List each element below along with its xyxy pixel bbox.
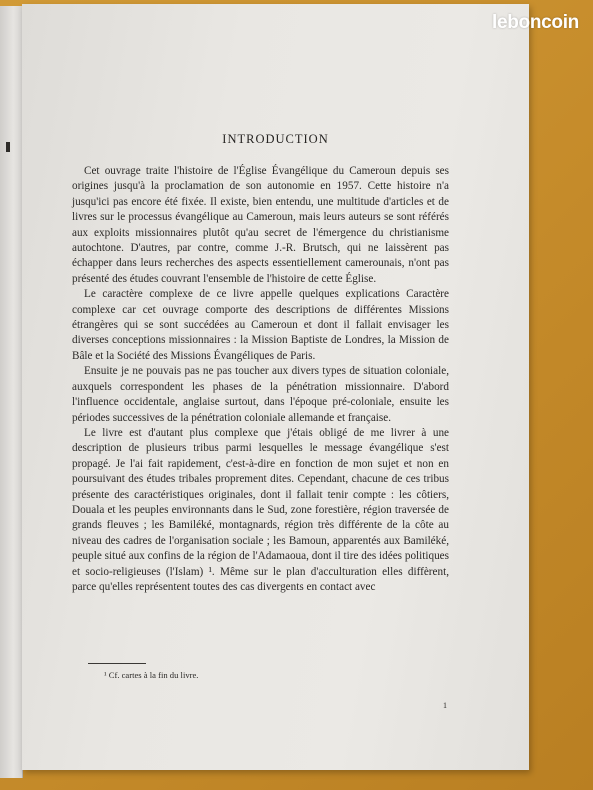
page-title: INTRODUCTION bbox=[222, 132, 329, 146]
watermark-logo: leboncoin bbox=[491, 12, 579, 33]
book-page bbox=[22, 4, 529, 770]
paragraph-2: Le caractère complexe de ce livre appelle quelques explications Caractère complexe car cet ouvrage comporte des descriptions de différentes Missions étrangères qui se sont succédées au Cameroun et dont il fallait envisager les diverses conceptions missionnaires : la Mission Baptiste de Londres, la Mission de Bâle et la Société des Missions Évangéliques de Paris. bbox=[72, 288, 449, 362]
footnote: ¹ Cf. cartes à la fin du livre. bbox=[104, 670, 199, 680]
paragraph-4: Le livre est d'autant plus complexe que j'étais obligé de me livrer à une description de plusieurs tribus parmi lesquelles le message évangélique s'est propagé. Je l'ai fait rapidement, c'est-à-dire en fonction de mon sujet et non en poursuivant des études tribales proprement dites. Cependant, chacune de ces tribus présente des caractéristiques originales, dont il fallait tenir compte : les côtiers, Douala et les peuples environnants dans le Sud, zone forestière, région traversée de grands fleuves ; les Bamiléké, montagnards, région très différente de la côte au niveau des cadres de l'organisation sociale ; les Bamoun, apparentés aux Bamiléké, peuple situé aux confins de la région de l'Adamaoua, dont il tire des idées politiques et socio-religieuses (l'Islam) ¹. Même sur le plan d'acculturation elles diffèrent, parce qu'elles représentent toutes des cas divergents en contact avec bbox=[72, 426, 449, 593]
paragraph-3: Ensuite je ne pouvais pas ne pas toucher aux divers types de situation coloniale, auxquels correspondent les phases de la pénétration missionnaire. D'abord l'influence occidentale, anglaise surtout, dans l'époque pré-coloniale, ensuite les périodes successives de la pénétration coloniale allemande et française. bbox=[72, 365, 449, 424]
page-number: 1 bbox=[443, 701, 447, 710]
paragraph-1: Cet ouvrage traite l'histoire de l'Église Évangélique du Cameroun depuis ses origines jusqu'à la proclamation de son autonomie en 1957. Cette histoire n'a jusqu'ici pas encore été fixée. Il existe, bien entendu, une multitude d'articles et de livres sur le processus évangélique au Cameroun, mais leurs auteurs se sont référés aux exploits missionnaires plutôt qu'au secret de l'émergence du christianisme autochtone. D'autres, par contre, comme J.-R. Brutsch, qui ne laissèrent pas échapper dans leurs recherches des aspects essentiellement camerounais, n'ont pas présenté des études couvrant l'ensemble de l'histoire de cette Église. bbox=[72, 165, 449, 285]
book-spine-edge bbox=[0, 6, 23, 778]
page-body bbox=[72, 164, 449, 595]
footnote-rule bbox=[88, 663, 146, 664]
spine-mark bbox=[6, 142, 10, 152]
